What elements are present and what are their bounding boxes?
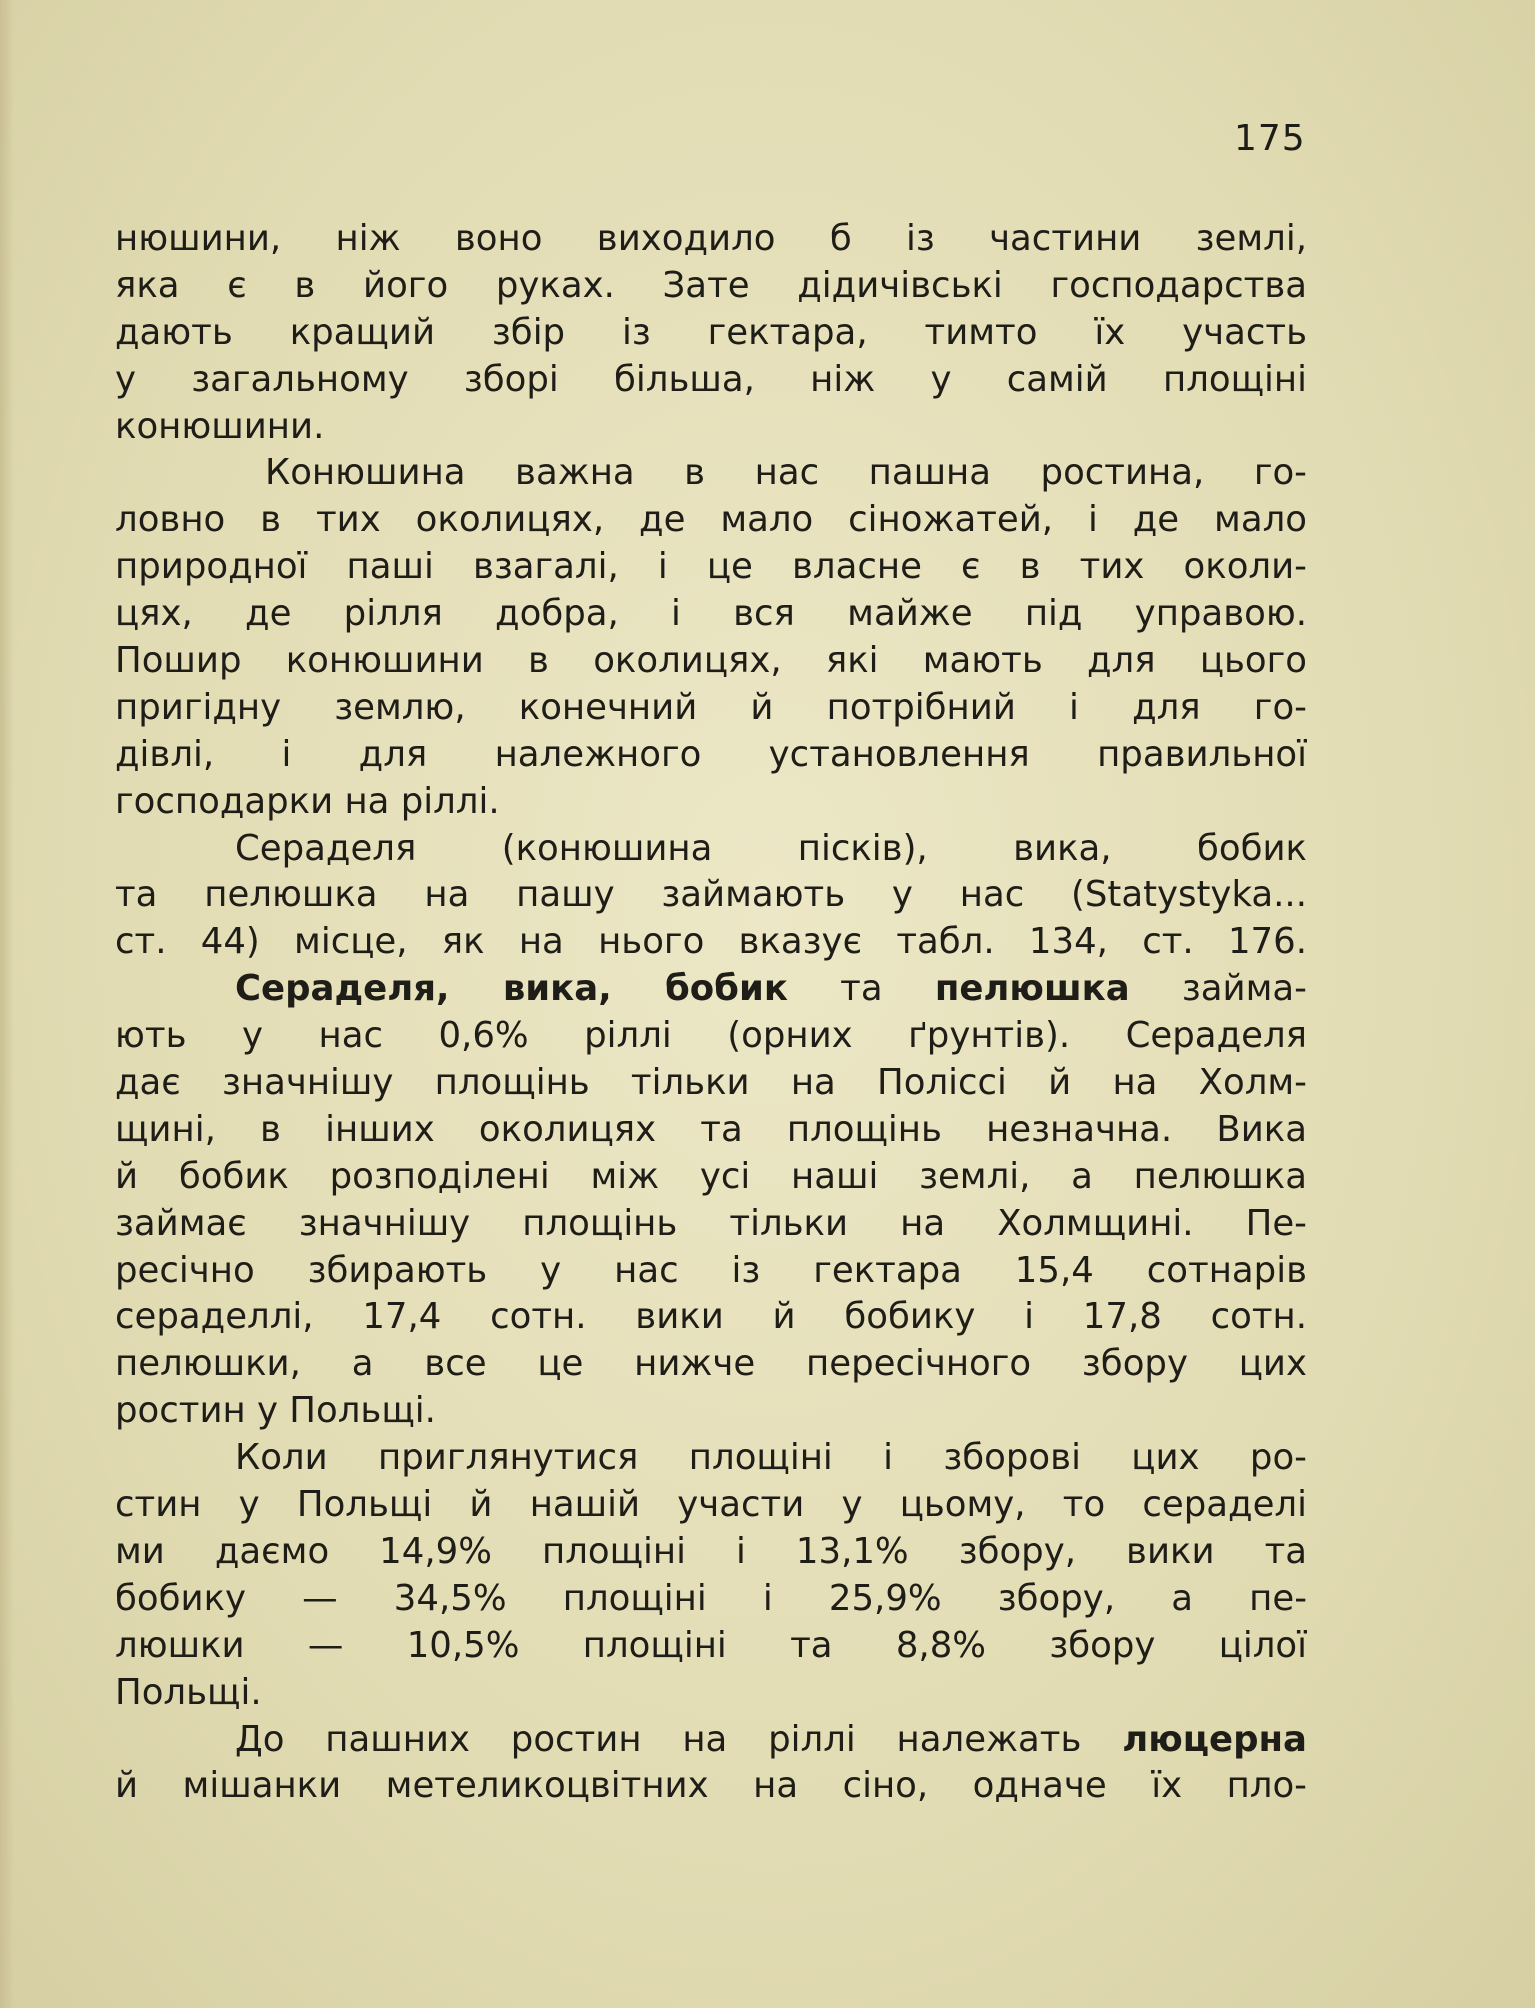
text-line xyxy=(115,966,1307,1013)
text-line: ми даємо 14,9% площіні і 13,1% збору, вики та xyxy=(115,1530,1307,1572)
text-line: Конюшина важна в нас пашна ростина, го- xyxy=(265,452,1307,494)
paragraph-5 xyxy=(115,1435,1307,1716)
text-line: Польщі. xyxy=(115,1671,262,1713)
bold-term: Сераделя, вика, бобик xyxy=(235,968,788,1010)
text-line xyxy=(115,1717,1307,1764)
text-line: цях, де рілля добра, і вся майже під управою. xyxy=(115,593,1307,635)
text-run: займа- xyxy=(1129,968,1307,1010)
text-line: люшки — 10,5% площіні та 8,8% збору цілої xyxy=(115,1624,1307,1666)
text-line: та пелюшка на пашу займають у нас (Statystyka... xyxy=(115,874,1307,916)
paragraph-3 xyxy=(115,826,1307,967)
bold-term: пелюшка xyxy=(934,968,1130,1010)
paragraph-4 xyxy=(115,966,1307,1435)
text-line: Сераделя (конюшина пісків), вика, бобик xyxy=(235,827,1307,869)
text-line: природної паші взагалі, і це власне є в тих околи- xyxy=(115,546,1307,588)
text-line: нюшини, ніж воно виходило б із частини землі, xyxy=(115,218,1307,259)
text-line: ють у нас 0,6% ріллі (орних ґрунтів). Сераделя xyxy=(115,1015,1307,1057)
text-line: й мішанки метеликоцвітних на сіно, одначе їх пло- xyxy=(115,1765,1307,1807)
body-text xyxy=(115,216,1307,1810)
text-line: Пошир конюшини в околицях, які мають для цього xyxy=(115,640,1307,682)
text-line: пелюшки, а все це нижче пересічного збору цих xyxy=(115,1343,1307,1385)
text-line: ресічно збирають у нас із гектара 15,4 сотнарів xyxy=(115,1249,1307,1291)
text-line: дівлі, і для належного установлення правильної xyxy=(115,733,1307,775)
text-line: пригідну землю, конечний й потрібний і для го- xyxy=(115,686,1307,728)
text-line: сераделлі, 17,4 сотн. вики й бобику і 17,8 сотн. xyxy=(115,1296,1307,1338)
paragraph-1 xyxy=(115,216,1307,450)
text-run: До пашних ростин на ріллі належать xyxy=(235,1718,1123,1760)
page-number: 175 xyxy=(1234,118,1306,159)
paragraph-2 xyxy=(115,450,1307,825)
text-line: дають кращий збір із гектара, тимто їх участь xyxy=(115,311,1307,353)
text-line: ловно в тих околицях, де мало сіножатей, і де мало xyxy=(115,499,1307,541)
text-line: господарки на ріллі. xyxy=(115,780,500,822)
text-line: стин у Польщі й нашій участи у цьому, то сераделі xyxy=(115,1484,1307,1526)
text-line: конюшини. xyxy=(115,405,325,447)
bold-term: люцерна xyxy=(1122,1718,1307,1760)
text-line: яка є в його руках. Зате дідичівські господарства xyxy=(115,264,1307,306)
text-line: дає значнішу площінь тільки на Поліссі й на Холм- xyxy=(115,1062,1307,1104)
text-line: бобику — 34,5% площіні і 25,9% збору, а пе- xyxy=(115,1577,1307,1619)
text-run: та xyxy=(787,968,935,1010)
text-line: у загальному зборі більша, ніж у самій площіні xyxy=(115,358,1307,400)
text-line: ст. 44) місце, як на нього вказує табл. 134, ст. 176. xyxy=(115,921,1307,963)
paragraph-6 xyxy=(115,1717,1307,1811)
text-line: ростин у Польщі. xyxy=(115,1390,436,1432)
text-line: Коли приглянутися площіні і зборові цих ро- xyxy=(235,1437,1307,1479)
text-line: й бобик розподілені між усі наші землі, а пелюшка xyxy=(115,1155,1307,1197)
text-line: щині, в інших околицях та площінь незначна. Вика xyxy=(115,1108,1307,1150)
text-line: займає значнішу площінь тільки на Холмщині. Пе- xyxy=(115,1202,1307,1244)
